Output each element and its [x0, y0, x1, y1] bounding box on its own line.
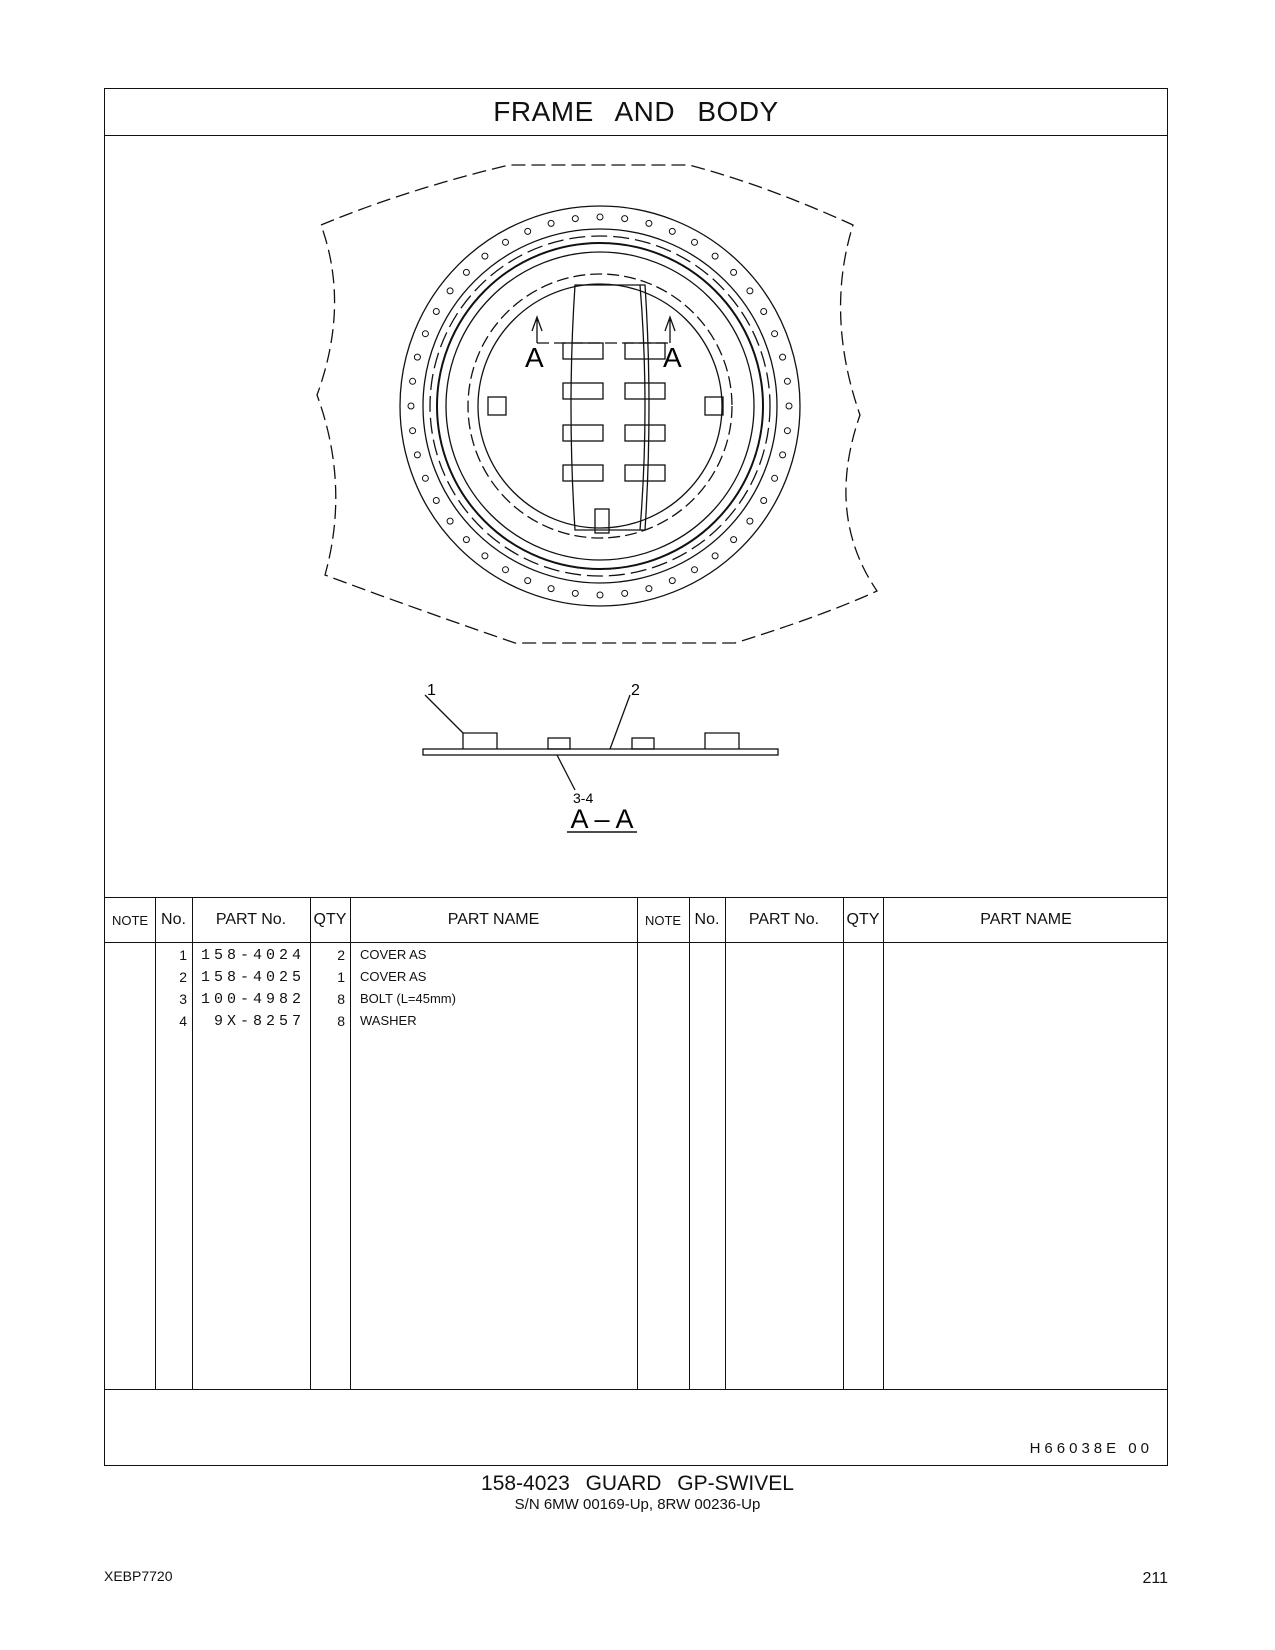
header-note-left: NOTE [111, 912, 149, 928]
bolt-hole [669, 228, 675, 234]
section-label-right: A [663, 342, 682, 373]
bolt-hole [731, 537, 737, 543]
row-qty: 1 [337, 969, 345, 985]
bolt-hole [548, 586, 554, 592]
row-part-name: COVER AS [360, 947, 427, 962]
bolt-hole [482, 253, 488, 259]
section-arrow-left [532, 317, 542, 343]
bolt-hole [433, 309, 439, 315]
bolt-hole [692, 567, 698, 573]
outer-ring [400, 206, 800, 606]
tab [488, 397, 506, 415]
bolt-hole [692, 239, 698, 245]
parts-table-header [105, 897, 1167, 943]
bolt-hole [622, 590, 628, 596]
bolt-hole [410, 428, 416, 434]
parts-drawing [105, 135, 1167, 897]
header-qty-right: QTY [846, 911, 880, 928]
header-qty-left: QTY [313, 911, 347, 928]
row-part-no: 9X-8257 [213, 1013, 305, 1030]
col-divider-center [637, 897, 638, 1389]
row-part-name: COVER AS [360, 969, 427, 984]
row-part-name: WASHER [360, 1013, 417, 1028]
bolt-hole [463, 537, 469, 543]
bolt-hole [408, 403, 414, 409]
clamp [563, 343, 603, 359]
serial-range: S/N 6MW 00169-Up, 8RW 00236-Up [514, 1496, 761, 1513]
row-part-name: BOLT (L=45mm) [360, 991, 456, 1006]
bolt-hole [780, 354, 786, 360]
bolt-hole [433, 498, 439, 504]
sheet-title: FRAME AND BODY [105, 89, 1167, 136]
table-row [105, 991, 637, 1013]
col-divider [725, 897, 726, 1389]
parts-sheet-frame [104, 88, 1168, 1466]
ring-4 [446, 252, 754, 560]
bolt-hole [761, 309, 767, 315]
bolt-hole [780, 452, 786, 458]
table-row [105, 969, 637, 991]
callout-2: 2 [631, 682, 640, 699]
bolt-hole [747, 288, 753, 294]
bolt-hole [786, 403, 792, 409]
header-no-left: No. [161, 911, 186, 928]
row-no: 1 [179, 947, 187, 963]
header-note-right: NOTE [644, 912, 682, 928]
bolt-hole [646, 220, 652, 226]
row-qty: 8 [337, 1013, 345, 1029]
bolt-hole [761, 498, 767, 504]
table-row [105, 947, 637, 969]
bolt-hole [622, 216, 628, 222]
bolt-hole [712, 553, 718, 559]
bolt-hole [414, 354, 420, 360]
row-part-no: 158-4025 [200, 969, 305, 986]
section-title: A – A [570, 804, 634, 834]
section-label-left: A [525, 342, 544, 373]
header-partname-right: PART NAME [980, 911, 1072, 928]
bolt-hole [525, 578, 531, 584]
bolt-hole [414, 452, 420, 458]
bolt-hole [548, 220, 554, 226]
group-caption: 158-4023 GUARD GP-SWIVEL [481, 1472, 794, 1495]
bolt-hole [572, 216, 578, 222]
bolt-hole [712, 253, 718, 259]
callout-1: 1 [427, 682, 436, 699]
bolt-hole [772, 331, 778, 337]
col-divider [689, 897, 690, 1389]
ring-3 [437, 243, 763, 569]
ring-dashed [430, 236, 770, 576]
table-row [105, 1013, 637, 1035]
inner-dashed [468, 274, 732, 538]
callout-3-4: 3-4 [573, 790, 594, 806]
callout-leader-2 [610, 695, 630, 749]
row-no: 4 [179, 1013, 187, 1029]
bolt-hole [410, 378, 416, 384]
bolt-hole [447, 288, 453, 294]
cover-left [571, 285, 645, 530]
header-partno-right: PART No. [748, 911, 820, 928]
sheet-footer-box [105, 1389, 1167, 1467]
bolt-hole [772, 475, 778, 481]
col-divider [883, 897, 884, 1389]
row-part-no: 100-4982 [200, 991, 305, 1008]
bolt-hole [747, 518, 753, 524]
bolt-hole [525, 228, 531, 234]
row-qty: 2 [337, 947, 345, 963]
bolt-holes [408, 214, 792, 598]
section-arrow-right [665, 317, 675, 343]
bolt-hole [463, 269, 469, 275]
header-partname-left: PART NAME [447, 911, 540, 928]
drawing-reference: H66038E 00 [1029, 1440, 1153, 1457]
bolt-hole [784, 378, 790, 384]
header-partno-left: PART No. [215, 911, 287, 928]
callout-leader-1 [425, 695, 463, 733]
bolt-hole [422, 475, 428, 481]
row-qty: 8 [337, 991, 345, 1007]
bolt-hole [597, 592, 603, 598]
bolt-hole [503, 239, 509, 245]
bolt-hole [731, 269, 737, 275]
row-no: 2 [179, 969, 187, 985]
exploded-view-diagram [105, 135, 1169, 897]
row-part-no: 158-4024 [200, 947, 305, 964]
page-number: 211 [1142, 1570, 1168, 1587]
bolt-hole [422, 331, 428, 337]
bolt-hole [669, 578, 675, 584]
publication-number: XEBP7720 [104, 1568, 173, 1584]
frame-outline [317, 165, 877, 643]
bolt-hole [784, 428, 790, 434]
bolt-hole [572, 590, 578, 596]
bolt-hole [503, 567, 509, 573]
header-no-right: No. [694, 911, 720, 928]
bolt-hole [597, 214, 603, 220]
row-no: 3 [179, 991, 187, 1007]
col-divider [843, 897, 844, 1389]
callout-leader-3 [557, 755, 575, 790]
bolt-hole [646, 586, 652, 592]
bolt-hole [482, 553, 488, 559]
inner-circle [478, 284, 722, 528]
bolt-hole [447, 518, 453, 524]
